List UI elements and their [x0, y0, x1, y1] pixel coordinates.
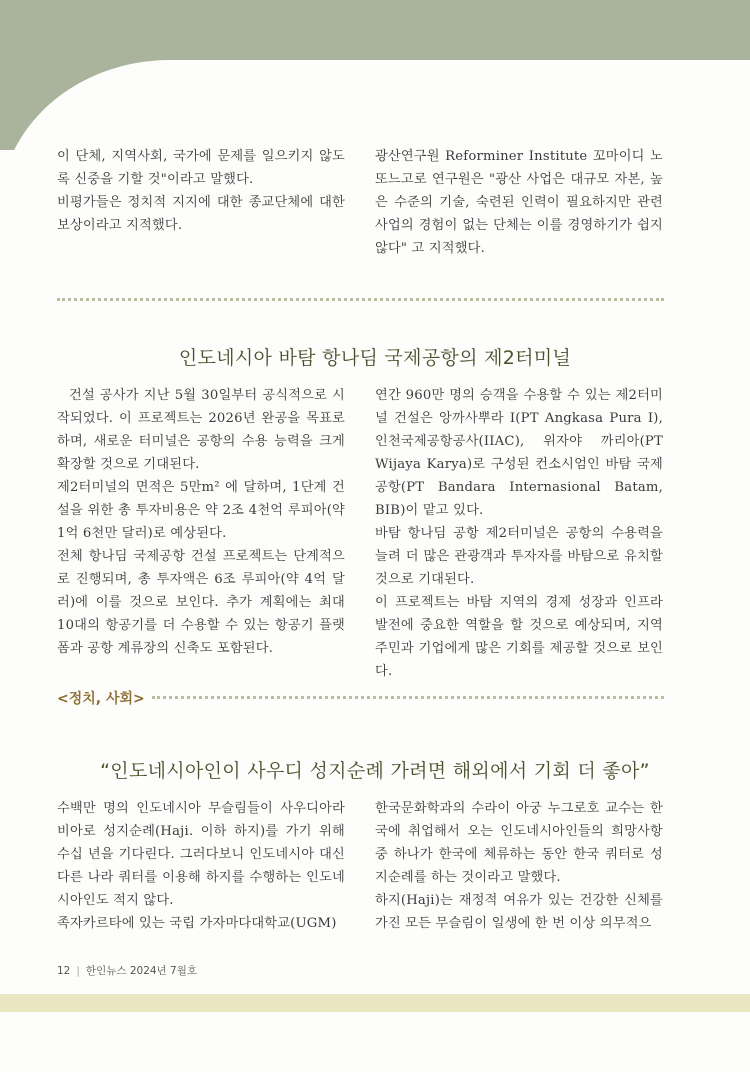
footer-separator: |: [76, 965, 80, 977]
paragraph: 바탐 항나딤 공항 제2터미널은 공항의 수용력을 늘려 더 많은 관광객과 투자자를 바탐으로 유치할 것으로 기대된다.: [375, 526, 663, 587]
article2-left-column: [57, 797, 345, 935]
publication-name: 한인뉴스 2024년 7월호: [85, 965, 197, 977]
top-right-column: [375, 145, 663, 260]
paragraph: 이 단체, 지역사회, 국가에 문제를 일으키지 않도록 신중을 기할 것"이라고 말했다.: [57, 149, 345, 187]
article-title: “인도네시아인이 사우디 성지순례 가려면 해외에서 기회 더 좋아”: [100, 760, 650, 782]
paragraph: 제2터미널의 면적은 5만m² 에 달하며, 1단계 건설을 위한 총 투자비용은 약 2조 4천억 루피아(약 1억 6천만 달러)로 예상된다.: [57, 480, 345, 541]
paragraph: 건설 공사가 지난 5월 30일부터 공식적으로 시작되었다. 이 프로젝트는 2026년 완공을 목표로 하며, 새로운 터미널은 공항의 수용 능력을 크게 확장할 것으로 기대된다.: [57, 388, 345, 472]
paragraph: 비평가들은 정치적 지지에 대한 종교단체에 대한 보상이라고 지적했다.: [57, 195, 345, 233]
bottom-decorative-band: [0, 994, 750, 1012]
section-divider: [57, 298, 664, 301]
category-label: <정치, 사회>: [57, 691, 145, 707]
page-number: 12: [57, 965, 71, 977]
top-left-column: [57, 145, 345, 237]
article-title: 인도네시아 바탐 항나딤 국제공항의 제2터미널: [178, 347, 572, 369]
page-footer: [57, 963, 197, 978]
paragraph: 하지(Haji)는 재정적 여유가 있는 건강한 신체를 가진 모든 무슬림이 일생에 한 번 이상 의무적으: [375, 893, 663, 931]
article1-right-column: [375, 384, 663, 683]
paragraph: 연간 960만 명의 승객을 수용할 수 있는 제2터미널 건설은 앙까사뿌라 I(PT Angkasa Pura I), 인천국제공항공사(IIAC), 위자야 까리아(PT Wijaya Karya)로 구성된 컨소시엄인 바탐 국제공항(PT Bandara Internasional Batam, BIB)이 맡고 있다.: [375, 388, 663, 518]
paragraph: 족자카르타에 있는 국립 가자마다대학교(UGM): [57, 916, 337, 931]
category-divider: [152, 696, 664, 699]
paragraph: 수백만 명의 인도네시아 무슬림들이 사우디아라비아로 성지순례(Haji. 이하 하지)를 가기 위해 수십 년을 기다린다. 그러다보니 인도네시아 대신 다른 나라 쿼터를 이용해 하지를 수행하는 인도네시아인도 적지 않다.: [57, 801, 345, 908]
article2-right-column: [375, 797, 663, 935]
paragraph: 한국문화학과의 수라이 아궁 누그로호 교수는 한국에 취업해서 오는 인도네시아인들의 희망사항 중 하나가 한국에 체류하는 동안 한국 쿼터로 성지순례를 하는 것이라고 말했다.: [375, 801, 663, 885]
paragraph: 전체 항나딤 국제공항 건설 프로젝트는 단계적으로 진행되며, 총 투자액은 6조 루피아(약 4억 달러)에 이를 것으로 보인다. 추가 계획에는 최대 10대의 항공기를 더 수용할 수 있는 항공기 플랫폼과 공항 계류장의 신축도 포함된다.: [57, 549, 345, 656]
paragraph: 광산연구원 Reforminer Institute 꼬마이디 노또느고로 연구원은 "광산 사업은 대규모 자본, 높은 수준의 기술, 숙련된 인력이 필요하지만 관련 사업의 경험이 없는 단체는 이를 경영하기가 쉽지 않다" 고 지적했다.: [375, 149, 663, 256]
paragraph: 이 프로젝트는 바탐 지역의 경제 성장과 인프라 발전에 중요한 역할을 할 것으로 예상되며, 지역 주민과 기업에게 많은 기회를 제공할 것으로 보인다.: [375, 595, 663, 679]
article1-left-column: [57, 384, 345, 660]
